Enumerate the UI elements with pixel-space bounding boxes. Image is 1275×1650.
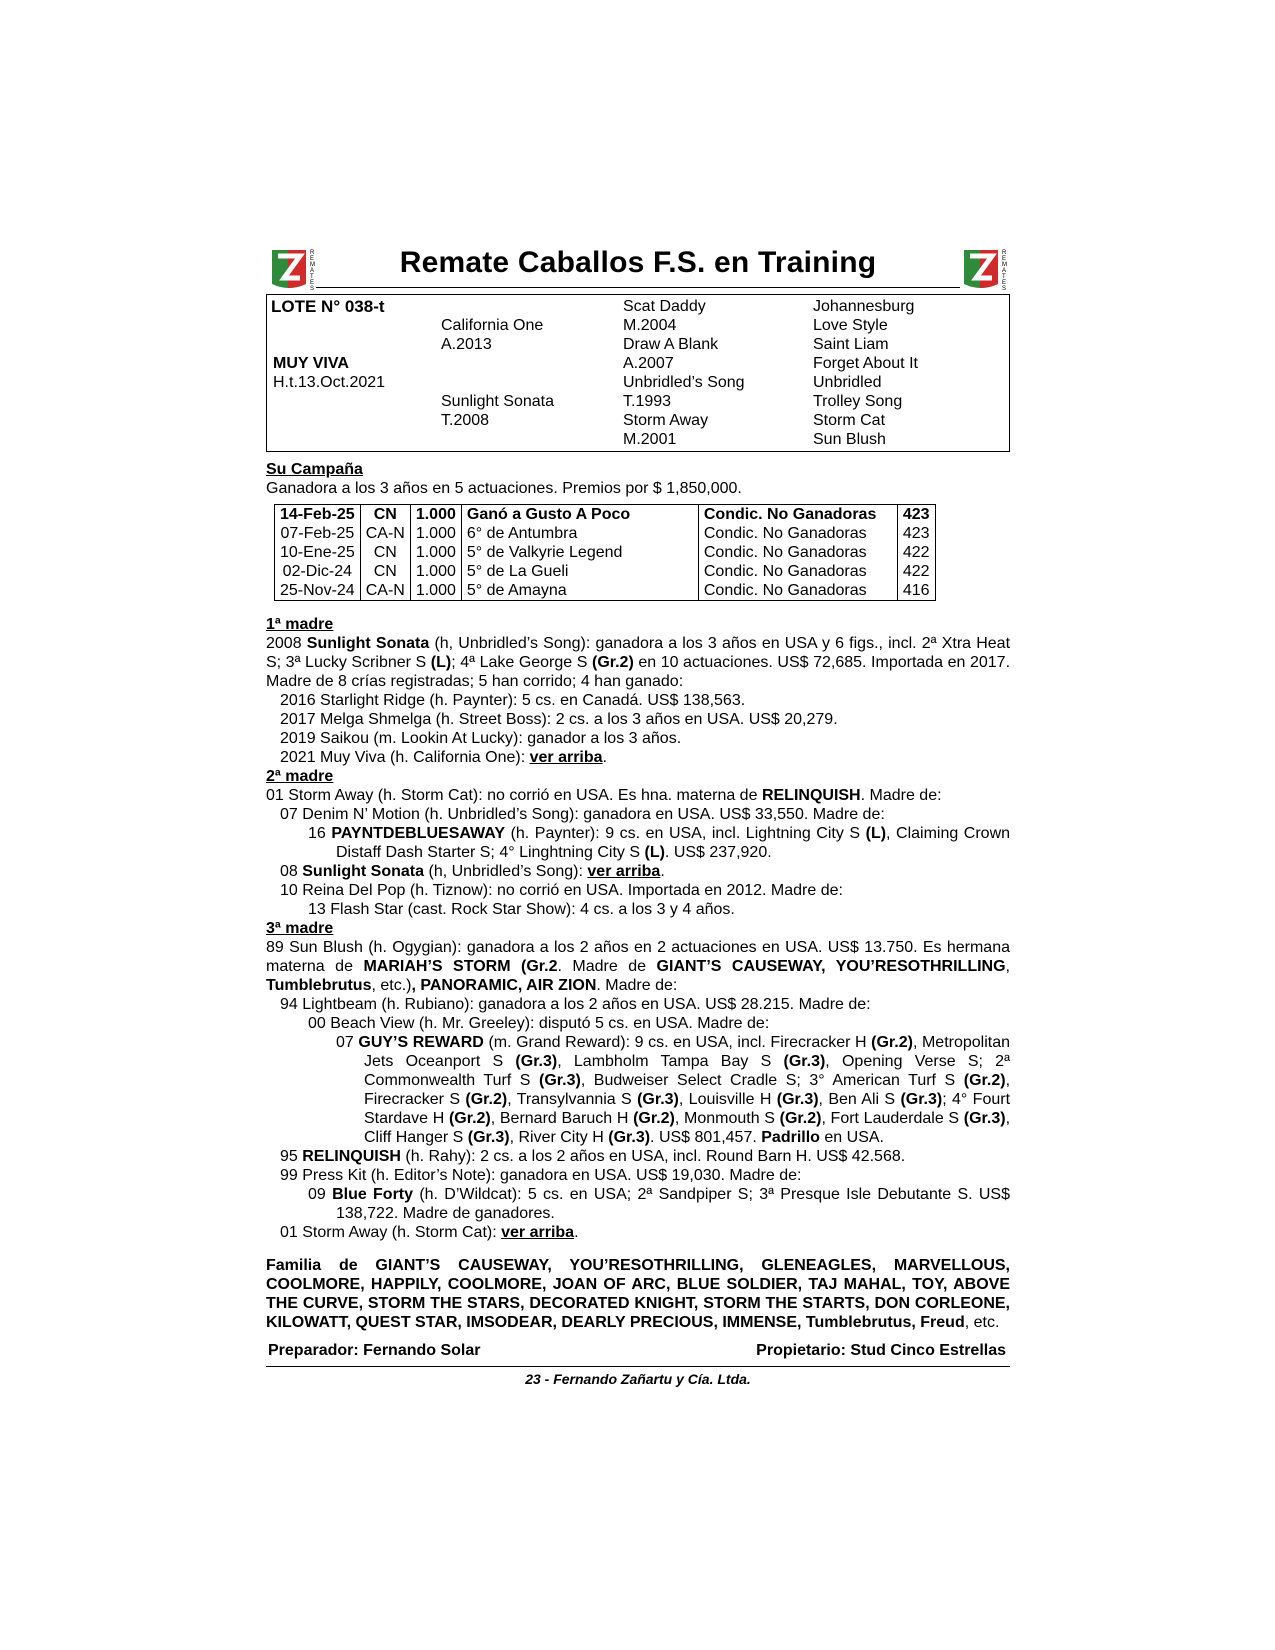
race-date: 07-Feb-25 (280, 525, 355, 542)
year-text: 07 (336, 1034, 354, 1051)
svg-text:E: E (1002, 280, 1007, 286)
year-text: 09 (308, 1186, 326, 1203)
catalog-page (266, 240, 1010, 1387)
svg-text:T: T (310, 274, 314, 280)
zr-logo-icon (958, 246, 1010, 292)
family-etc: , etc. (964, 1314, 1000, 1331)
grade-tag: (Gr.3) (963, 1110, 1006, 1127)
owner-label: Propietario: Stud Cinco Estrellas (756, 1342, 1006, 1359)
pedigree-col3-item: Unbridled’s Song (623, 374, 745, 391)
credits-row (266, 1342, 1010, 1364)
pedigree-box (266, 294, 1010, 452)
svg-text:E: E (310, 256, 315, 262)
table-row (275, 581, 936, 601)
record-text: , Opening Verse S; 2ª Commonwealth Turf S (364, 1053, 1010, 1089)
second-dam-line: 13 Flash Star (cast. Rock Star Show): 4 cs. a los 3 y 4 años. (308, 901, 735, 918)
record-text: , Metropolitan Jets Oceanport S (364, 1034, 1011, 1070)
guys-reward-record (266, 1033, 1010, 1147)
pedigree-col3-item: Scat Daddy (623, 298, 706, 315)
horse-name: PAYNTDEBLUESAWAY (331, 825, 506, 842)
sire-info: A.2013 (441, 336, 492, 353)
horse-name: Blue Forty (332, 1186, 414, 1203)
horse-name: MUY VIVA (273, 355, 349, 372)
third-dam-line: 99 Press Kit (h. Editor’s Note): ganadora en USA. US$ 19,030. Madre de: (280, 1167, 802, 1184)
zr-logo-icon (266, 246, 318, 292)
grade-tag: (Gr.2) (871, 1034, 913, 1051)
pedigree-col3-item: T.1993 (623, 393, 672, 410)
pedigree-col3-item: Draw A Blank (623, 336, 719, 353)
year-text: 2008 (266, 635, 302, 652)
horse-name: RELINQUISH (302, 1148, 401, 1165)
svg-text:E: E (310, 280, 315, 286)
record-text: 01 Storm Away (h. Storm Cat): (280, 1224, 497, 1241)
foal-line: 2016 Starlight Ridge (h. Paynter): 5 cs. en Canadá. US$ 138,563. (280, 692, 746, 709)
horse-name: , PANORAMIC, AIR ZION (411, 977, 597, 994)
grade-tag: (Gr.2) (591, 654, 634, 671)
table-row (275, 543, 936, 562)
grade-tag: (Gr.2) (779, 1110, 822, 1127)
horse-name: GIANT’S CAUSEWAY, YOU’RESOTHRILLING (656, 958, 1006, 975)
dam-record-text: . Madre de: (860, 787, 942, 804)
page-header (266, 240, 1010, 294)
race-class: Condic. No Ganadoras (698, 543, 897, 562)
race-date: 02-Dic-24 (282, 563, 353, 580)
record-text: , Budweiser Select Cradle S; 3° American Turf S (580, 1072, 956, 1089)
sire-name: California One (441, 317, 544, 334)
record-text: (h. D’Wildcat): 5 cs. en USA; 2ª Sandpiper S; 3ª Presque Isle Debutante S. US$ 138,722. Madre de ganadores. (336, 1186, 1010, 1222)
second-dam-line: 08 Sunlight Sonata (h, Unbridled’s Song): ver arriba. (280, 863, 665, 880)
grade-tag: (Gr.3) (515, 1053, 558, 1070)
svg-text:E: E (1002, 256, 1007, 262)
grade-tag: (Gr.3) (539, 1072, 581, 1089)
svg-text:M: M (310, 262, 315, 268)
pedigree-col4-item: Saint Liam (813, 336, 889, 353)
race-track: CA-N (360, 581, 410, 601)
record-text: , Fort Lauderdale S (821, 1110, 960, 1127)
race-date: 10-Ene-25 (280, 544, 355, 561)
dam-name: Sunlight Sonata (306, 635, 430, 652)
third-dam-line: 01 Storm Away (h. Storm Cat): ver arriba. (280, 1224, 579, 1241)
pedigree-col4-item: Storm Cat (813, 412, 886, 429)
svg-text:S: S (310, 286, 315, 292)
race-result: Ganó a Gusto A Poco (461, 505, 698, 525)
pedigree-col4-item: Unbridled (813, 374, 882, 391)
dam-record-text: 01 Storm Away (h. Storm Cat): no corrió en USA. Es hna. materna de (266, 787, 758, 804)
record-text: , Louisville H (678, 1091, 772, 1108)
pedigree-col3-item: Storm Away (623, 412, 709, 429)
second-dam-heading: 2ª madre (266, 768, 334, 785)
record-text: 89 Sun Blush (h. Ogygian): ganadora a los 2 años en 2 actuaciones en USA. US$ 13.750. Es hermana materna de (266, 939, 1010, 975)
campaign-summary: Ganadora a los 3 años en 5 actuaciones. Premios por $ 1,850,000. (266, 480, 742, 497)
grade-tag: (Gr.3) (776, 1091, 819, 1108)
record-text: . Madre de (557, 958, 647, 975)
lot-number: LOTE N° 038-t (271, 297, 385, 316)
ver-arriba-link[interactable]: ver arriba (501, 1224, 575, 1241)
page-footer: 23 - Fernando Zañartu y Cía. Ltda. (525, 1371, 751, 1387)
pedigree-col4-item: Love Style (813, 317, 888, 334)
table-row (275, 524, 936, 543)
ver-arriba-link[interactable]: ver arriba (587, 863, 661, 880)
dam-record-text: ; 4ª Lake George S (451, 654, 588, 671)
foal-line: 2019 Saikou (m. Lookin At Lucky): ganador a los 3 años. (280, 730, 682, 747)
record-text: , (1005, 958, 1010, 975)
pedigree-col3-item: M.2001 (623, 431, 677, 448)
record-text: , Bernard Baruch H (490, 1110, 629, 1127)
record-text: . US$ 801,457. (650, 1129, 757, 1146)
record-text: , Transylvannia S (507, 1091, 632, 1108)
grade-tag: (Gr.2) (448, 1110, 491, 1127)
race-class: Condic. No Ganadoras (698, 505, 897, 525)
second-dam-line: 07 Denim N’ Motion (h. Unbridled’s Song): ganadora en USA. US$ 33,550. Madre de: (280, 806, 885, 823)
race-record-table (274, 504, 936, 601)
horse-name: Sunlight Sonata (302, 863, 425, 880)
race-class: Condic. No Ganadoras (698, 562, 897, 581)
grade-tag: (Gr.3) (637, 1091, 679, 1108)
horse-name: Tumblebrutus (266, 977, 372, 994)
year-text: 95 (280, 1148, 298, 1165)
dam-record-text: (h, Unbridled’s Song): ganadora a los 3 años en USA y 6 figs., incl. 2ª Xtra Heat S; 3ª Lucky Scribner S (266, 635, 1011, 671)
first-dam-heading: 1ª madre (266, 616, 334, 633)
grade-tag: (Gr.3) (900, 1091, 943, 1108)
listed-tag: (L) (430, 654, 452, 671)
svg-text:R: R (1002, 250, 1007, 256)
third-dam-line (266, 1185, 1010, 1223)
dam-record-text: en 10 actuaciones. US$ 72,685. Importada en 2017. Madre de 8 crías registradas; 5 han corrido; 4 han ganado: (266, 654, 1011, 690)
race-date: 14-Feb-25 (280, 506, 355, 523)
record-text: (m. Grand Reward): 9 cs. en USA, incl. Firecracker H (488, 1034, 867, 1051)
svg-text:A: A (1002, 268, 1007, 274)
record-text: (h, Unbridled’s Song): (428, 863, 583, 880)
race-weight: 423 (897, 524, 935, 543)
pedigree-col4-item: Johannesburg (813, 298, 915, 315)
race-result: 5° de La Gueli (461, 562, 698, 581)
svg-text:T: T (1002, 274, 1006, 280)
pedigree-col3-item: A.2007 (623, 355, 674, 372)
race-distance: 1.000 (410, 524, 461, 543)
race-track: CA-N (360, 524, 410, 543)
race-weight: 422 (897, 562, 935, 581)
year-text: 08 (280, 863, 298, 880)
grade-tag: (Gr.2) (465, 1091, 508, 1108)
table-row (275, 562, 936, 581)
record-text: (h. Rahy): 2 cs. a los 2 años en USA, incl. Round Barn H. US$ 42.568. (405, 1148, 906, 1165)
trainer-label: Preparador: Fernando Solar (268, 1342, 481, 1359)
second-dam-line (266, 786, 1010, 805)
race-result: 5° de Amayna (461, 581, 698, 601)
record-text: , Lambholm Tampa Bay S (557, 1053, 772, 1070)
race-weight: 422 (897, 543, 935, 562)
record-text: , etc.) (371, 977, 412, 994)
svg-text:S: S (1002, 286, 1007, 292)
ver-arriba-link[interactable]: ver arriba (529, 749, 603, 766)
race-distance: 1.000 (410, 505, 461, 525)
foal-line: 2017 Melga Shmelga (h. Street Boss): 2 cs. a los 3 años en USA. US$ 20,279. (280, 711, 838, 728)
second-dam-line: 10 Reina Del Pop (h. Tiznow): no corrió en USA. Importada en 2012. Madre de: (280, 882, 843, 899)
record-text: . Madre de: (596, 977, 678, 994)
stallion-label: Padrillo (761, 1129, 820, 1146)
race-result: 6° de Antumbra (461, 524, 698, 543)
race-class: Condic. No Ganadoras (698, 524, 897, 543)
page-title: Remate Caballos F.S. en Training (399, 246, 877, 279)
record-text: , River City H (509, 1129, 604, 1146)
grade-tag: (Gr.2) (633, 1110, 675, 1127)
svg-text:M: M (1002, 262, 1007, 268)
record-text: ; 4° Fourt Stardave H (364, 1091, 1011, 1127)
foal-text: 2021 Muy Viva (h. California One): (280, 749, 526, 766)
pedigree-col4-item: Forget About It (813, 355, 918, 372)
record-text: , Monmouth S (674, 1110, 775, 1127)
grade-tag: (Gr.3) (467, 1129, 510, 1146)
svg-text:R: R (310, 250, 315, 256)
footer-divider (266, 1366, 1010, 1367)
family-paragraph (266, 1256, 1010, 1332)
grade-tag: (Gr.3) (783, 1053, 826, 1070)
year-text: 16 (308, 825, 326, 842)
horse-name: MARIAH’S STORM (363, 958, 511, 975)
campaign-heading: Su Campaña (266, 461, 363, 478)
grade-tag: (Gr.3) (608, 1129, 651, 1146)
family-text: Familia de GIANT’S CAUSEWAY, YOU’RESOTHRILLING, GLENEAGLES, MARVELLOUS, COOLMORE, HAPPILY, COOLMORE, JOAN OF ARC, BLUE SOLDIER, TAJ MAHAL, TOY, ABOVE THE CURVE, STORM THE STARS, DECORATED KNIGHT, STORM THE STARTS, DON CORLEONE, KILOWATT, QUEST STAR, IMSODEAR, DEARLY PRECIOUS, IMMENSE, Tumblebrutus, Freud (266, 1257, 1010, 1331)
record-text: , Firecracker S (364, 1072, 1011, 1108)
third-dam-paragraph (266, 938, 1010, 995)
race-track: CN (360, 505, 410, 525)
horse-name: RELINQUISH (761, 787, 861, 804)
dam-info: T.2008 (441, 412, 490, 429)
grade-tag: (Gr.2) (963, 1072, 1006, 1089)
grade-tag: (Gr.2 (521, 958, 558, 975)
foal-line: 2021 Muy Viva (h. California One): ver arriba. (280, 749, 607, 766)
listed-tag: (L) (865, 825, 887, 842)
listed-tag: (L) (644, 844, 665, 861)
pedigree-col3-item: M.2004 (623, 317, 677, 334)
svg-text:A: A (310, 268, 315, 274)
first-dam-paragraph (266, 634, 1010, 691)
third-dam-line: 00 Beach View (h. Mr. Greeley): disputó 5 cs. en USA. Madre de: (308, 1015, 770, 1032)
race-distance: 1.000 (410, 543, 461, 562)
record-text: , Claiming Crown Distaff Dash Starter S; 4° Linghtning City S (336, 825, 1011, 861)
dam-name: Sunlight Sonata (441, 393, 554, 410)
horse-info: H.t.13.Oct.2021 (273, 374, 386, 391)
record-text: , Cliff Hanger S (364, 1110, 1011, 1146)
third-dam-line (266, 1147, 1010, 1166)
race-class: Condic. No Ganadoras (698, 581, 897, 601)
race-weight: 423 (897, 505, 935, 525)
race-distance: 1.000 (410, 581, 461, 601)
table-row (275, 505, 936, 525)
pedigree-col4-item: Trolley Song (813, 393, 903, 410)
record-text: , Ben Ali S (818, 1091, 896, 1108)
title-divider (316, 287, 960, 288)
record-text: . US$ 237,920. (664, 844, 772, 861)
horse-name: GUY’S REWARD (358, 1034, 484, 1051)
race-date: 25-Nov-24 (280, 582, 355, 599)
record-text: (h. Paynter): 9 cs. en USA, incl. Lightning City S (510, 825, 861, 842)
third-dam-line: 94 Lightbeam (h. Rubiano): ganadora a los 2 años en USA. US$ 28.215. Madre de: (280, 996, 871, 1013)
race-result: 5° de Valkyrie Legend (461, 543, 698, 562)
third-dam-heading: 3ª madre (266, 920, 334, 937)
record-text: en USA. (824, 1129, 884, 1146)
race-track: CN (360, 562, 410, 581)
pedigree-col4-item: Sun Blush (813, 431, 886, 448)
race-distance: 1.000 (410, 562, 461, 581)
race-weight: 416 (897, 581, 935, 601)
race-track: CN (360, 543, 410, 562)
second-dam-line (266, 824, 1010, 862)
